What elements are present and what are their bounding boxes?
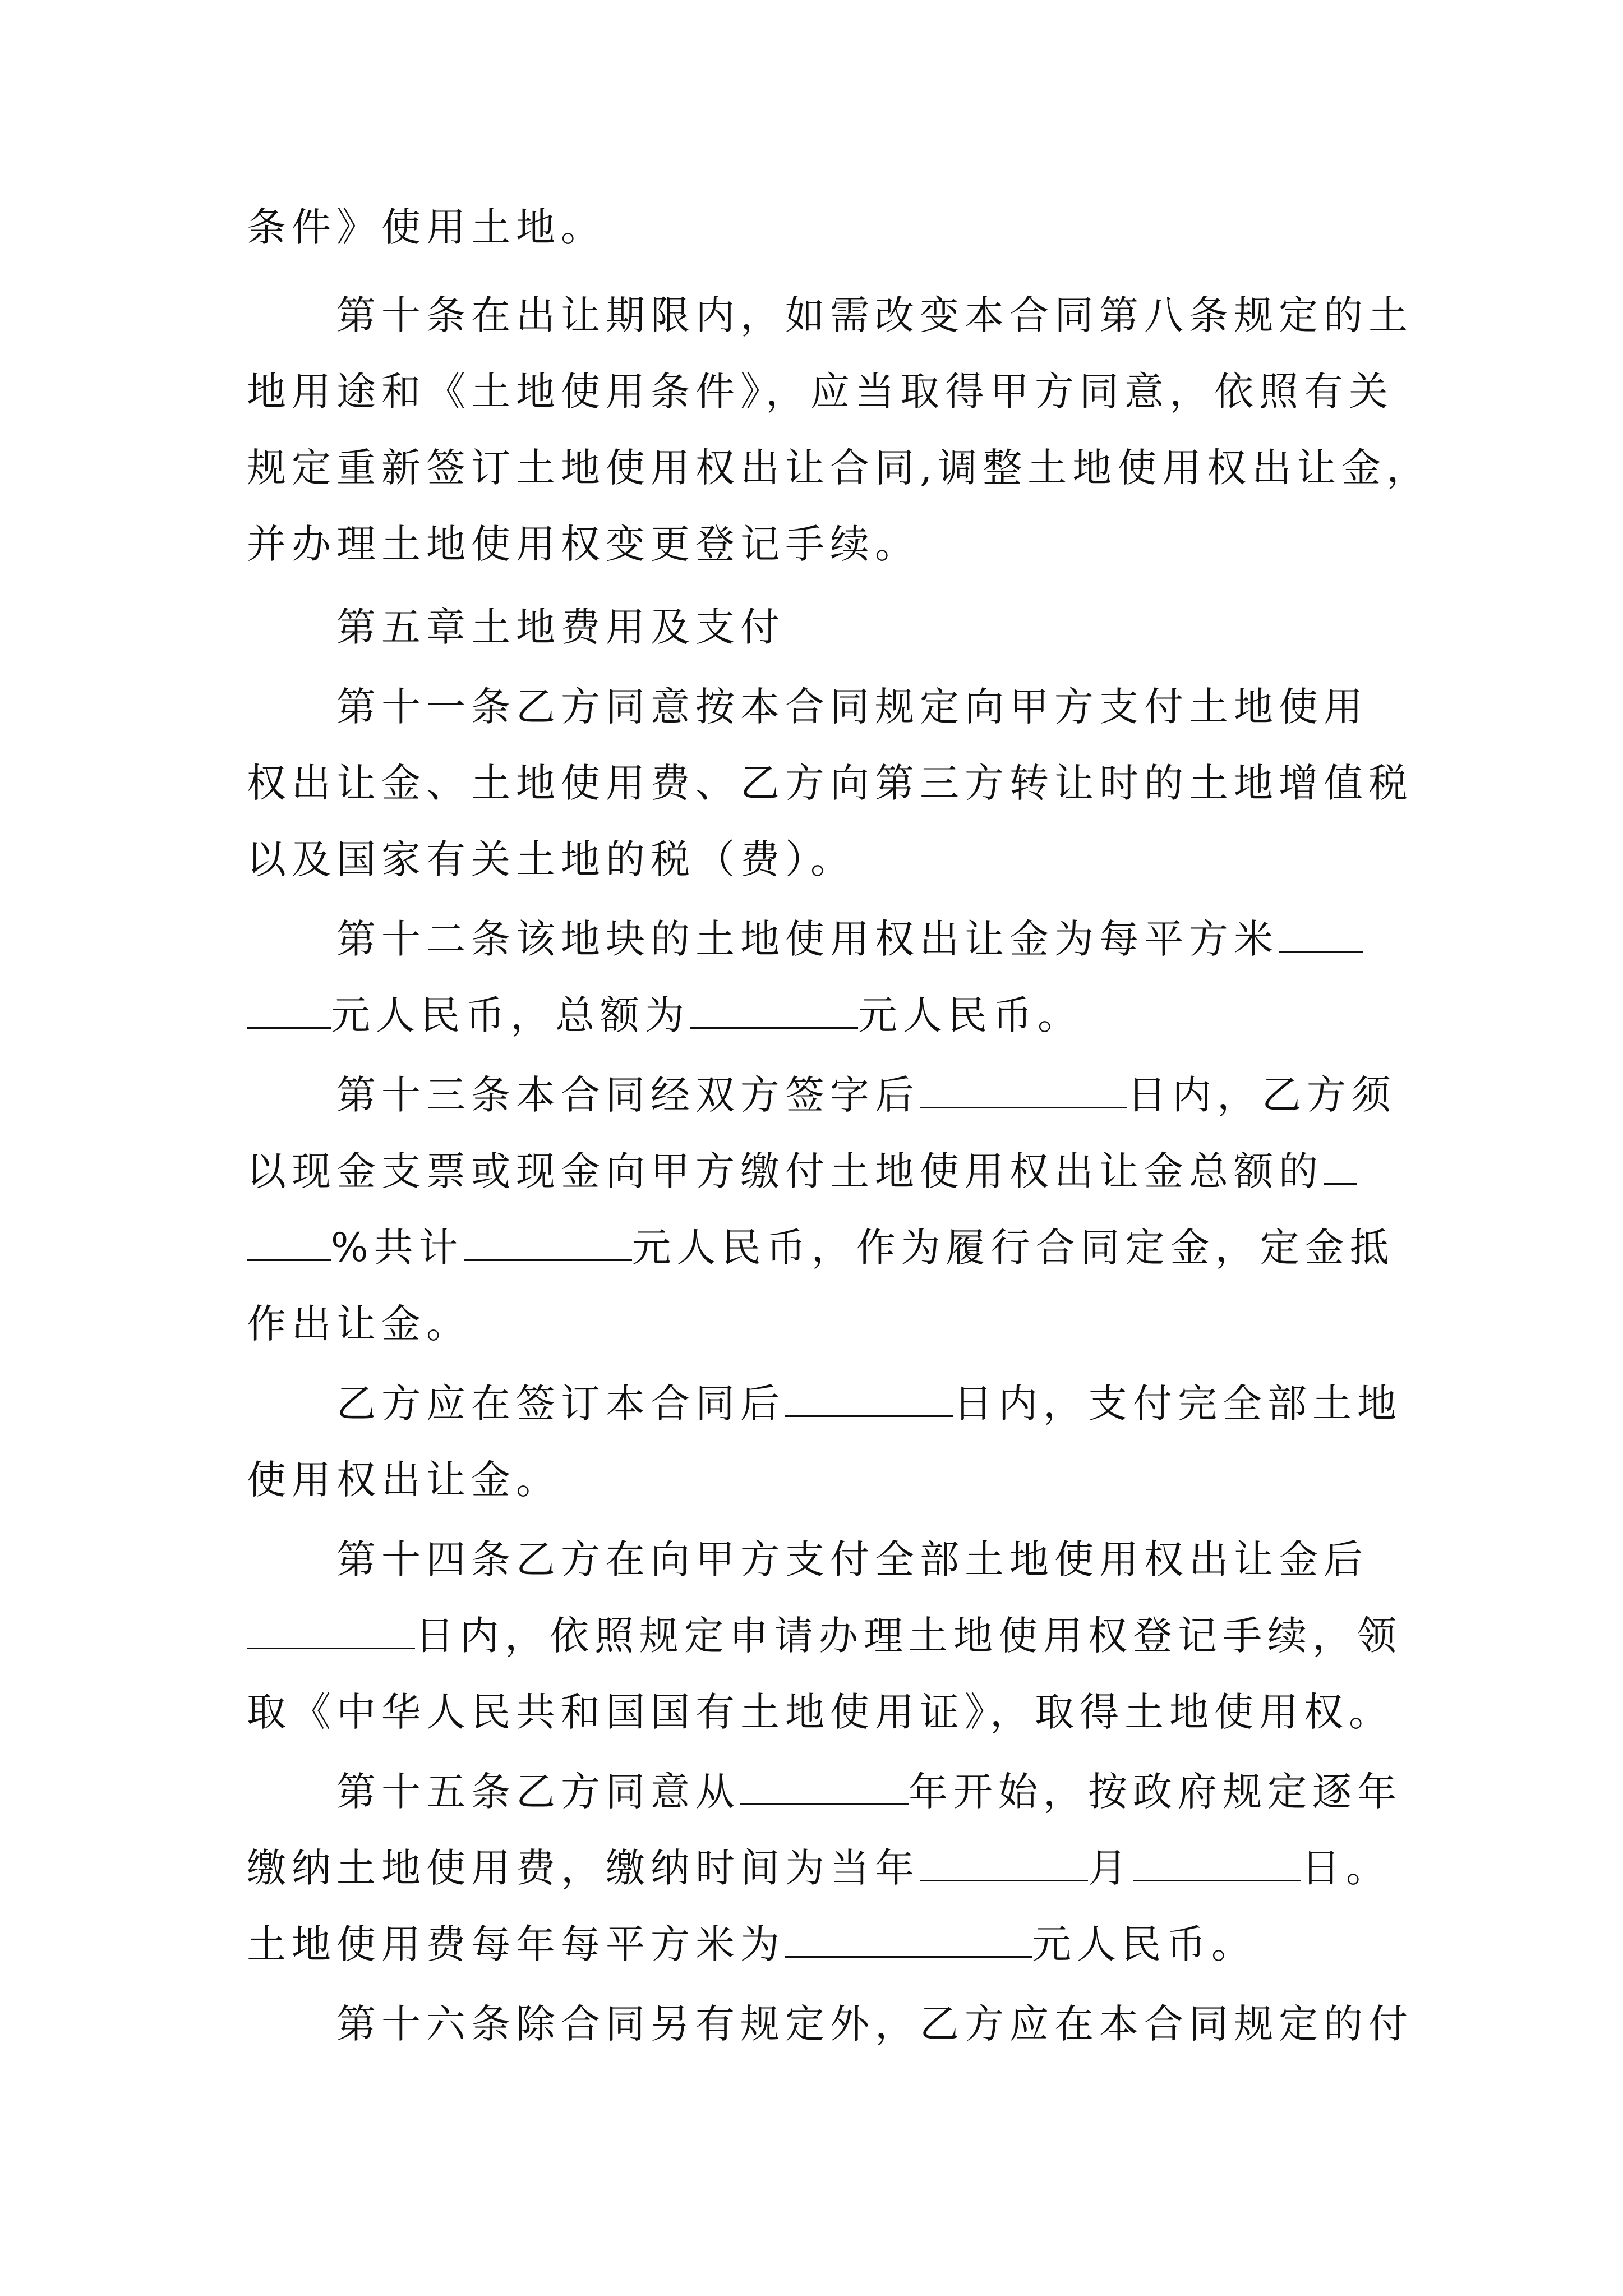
fill-in-blank xyxy=(247,990,331,1029)
text-line: 以现金支票或现金向甲方缴付土地使用权出让金总额的 xyxy=(247,1143,1357,1199)
paragraph-article-12: 第十二条该地块的土地使用权出让金为每平方米 xyxy=(336,911,1363,967)
paragraph-article-15: 第十五条乙方同意从 年开始，按政府规定逐年 xyxy=(336,1764,1402,1820)
fill-in-blank xyxy=(920,1843,1088,1881)
paragraph-article-11: 第十一条乙方同意按本合同规定向甲方支付土地使用 xyxy=(336,684,1368,730)
fill-in-blank xyxy=(785,1919,1032,1958)
fill-in-blank xyxy=(785,1378,953,1417)
fill-in-blank xyxy=(690,990,858,1029)
text-line: 缴纳土地使用费，缴纳时间为当年 月 日。 xyxy=(247,1840,1391,1896)
paragraph-article-10: 第十条在出让期限内，如需改变本合同第八条规定的土 xyxy=(336,292,1413,338)
text-line: 权出让金、土地使用费、乙方向第三方转让时的土地增值税 xyxy=(247,760,1413,806)
fill-in-blank xyxy=(1279,914,1363,953)
text-line: 取《中华人民共和国国有土地使用证》，取得土地使用权。 xyxy=(247,1689,1394,1735)
text-line: 规定重新签订土地使用权出让合同,调整土地使用权出让金， xyxy=(247,445,1432,491)
paragraph-article-16: 第十六条除合同另有规定外，乙方应在本合同规定的付 xyxy=(336,2001,1413,2047)
paragraph-payment-deadline: 乙方应在签订本合同后 日内，支付完全部土地 xyxy=(336,1375,1402,1432)
fill-in-blank xyxy=(247,1222,331,1261)
fill-in-blank xyxy=(740,1766,909,1805)
fill-in-blank xyxy=(247,1611,415,1649)
text-line: 地用途和《土地使用条件》，应当取得甲方同意，依照有关 xyxy=(247,369,1394,415)
fill-in-blank xyxy=(1324,1146,1357,1185)
paragraph-article-14: 第十四条乙方在向甲方支付全部土地使用权出让金后 xyxy=(336,1536,1368,1582)
text-line: 并办理土地使用权变更登记手续。 xyxy=(247,521,920,567)
fill-in-blank xyxy=(1133,1843,1301,1881)
text-line: 日内，依照规定申请办理土地使用权登记手续，领 xyxy=(247,1608,1402,1664)
text-line: 以及国家有关土地的税（费）。 xyxy=(247,836,855,882)
text-line: 使用权出让金。 xyxy=(247,1457,561,1503)
fill-in-blank xyxy=(920,1070,1127,1108)
fill-in-blank xyxy=(464,1222,632,1261)
text-line: 土地使用费每年每平方米为 元人民币。 xyxy=(247,1916,1256,1972)
text-line: 元人民币，总额为 元人民币。 xyxy=(247,987,1082,1043)
chapter-heading: 第五章土地费用及支付 xyxy=(336,604,785,650)
text-line: %共计 元人民币，作为履行合同定金，定金抵 xyxy=(247,1220,1395,1276)
text-line: 作出让金。 xyxy=(247,1301,471,1347)
paragraph-article-13: 第十三条本合同经双方签字后 日内，乙方须 xyxy=(336,1067,1396,1123)
text-line: 条件》使用土地。 xyxy=(247,204,606,250)
